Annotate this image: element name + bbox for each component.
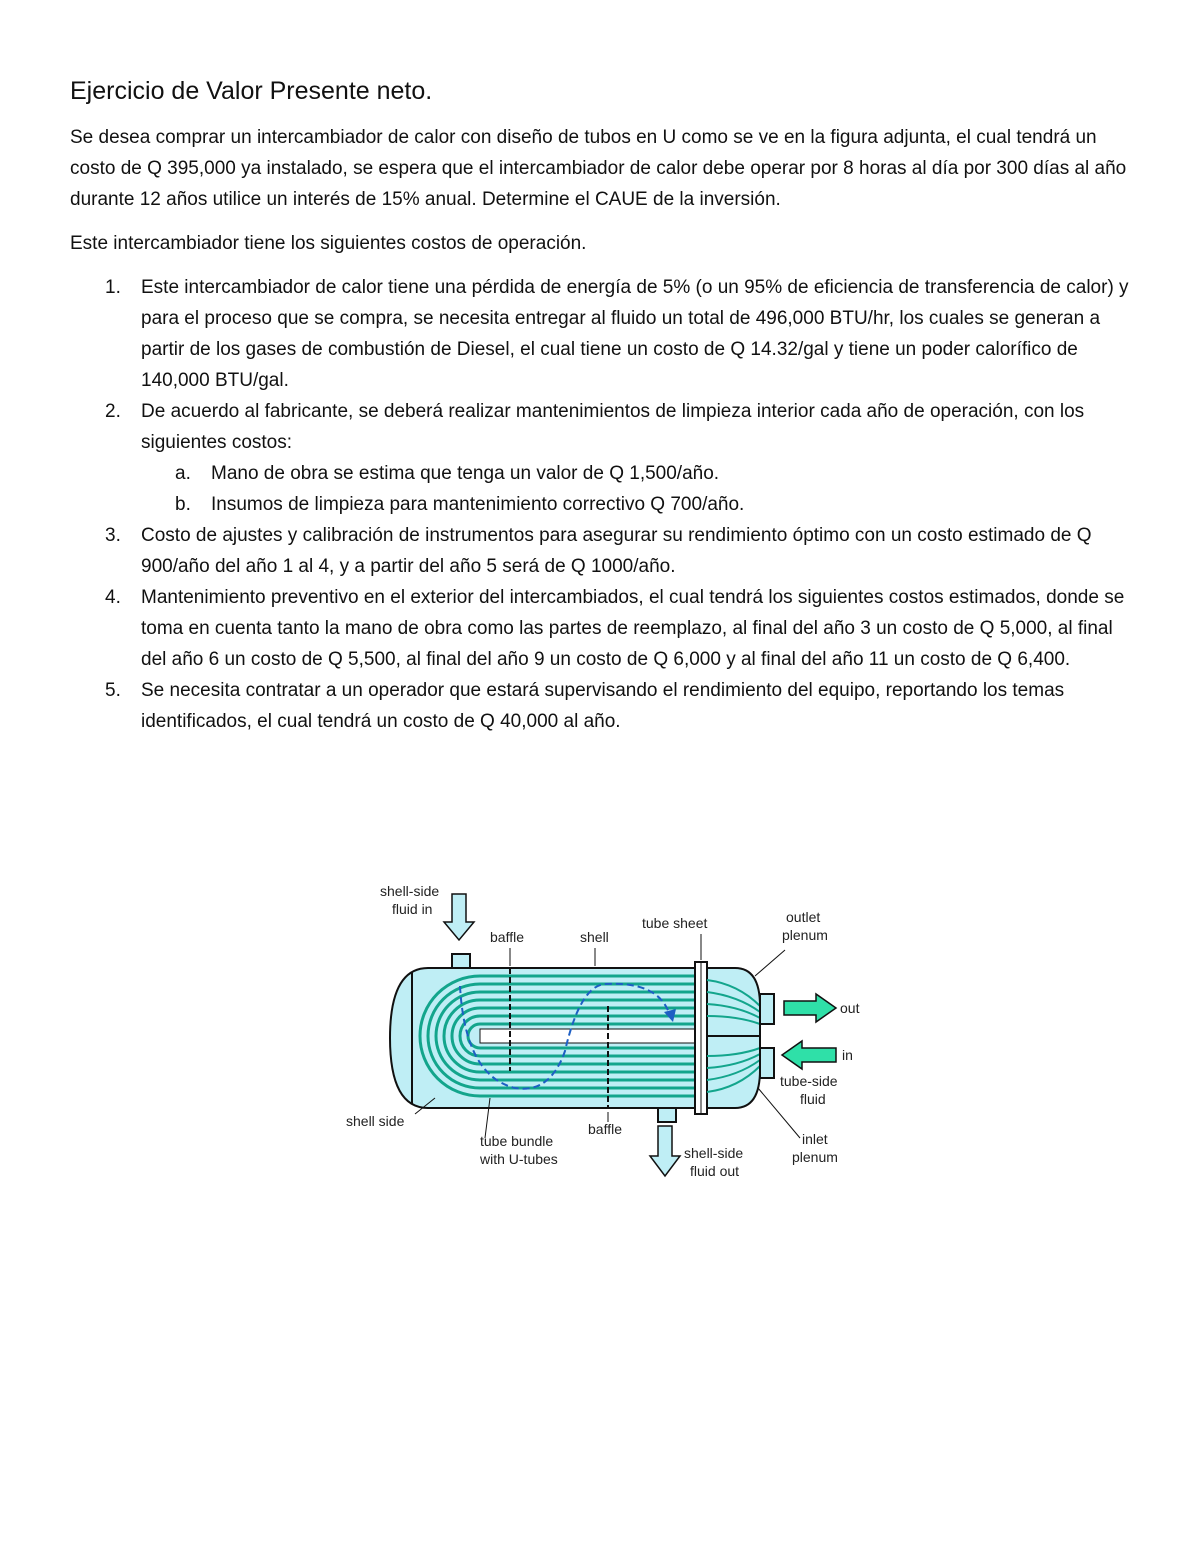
label-outlet-2: plenum (782, 927, 828, 943)
sub-item-letter: b. (175, 494, 191, 515)
sub-item-text: Insumos de limpieza para mantenimiento correctivo Q 700/año. (211, 494, 745, 515)
center-partition (480, 1029, 696, 1043)
head-plenum (707, 968, 760, 1108)
label-shell-in-2: fluid in (392, 901, 433, 917)
in-arrow (782, 1041, 836, 1069)
item-text: De acuerdo al fabricante, se deberá realizar mantenimientos de limpieza interior cada año de operación, con los siguientes costos: (141, 401, 1085, 453)
page-title: Ejercicio de Valor Presente neto. (70, 77, 433, 105)
label-outlet-1: outlet (786, 909, 821, 925)
list-item (70, 396, 1140, 520)
label-shell-out-2: fluid out (690, 1163, 740, 1179)
document-body (70, 74, 1140, 737)
label-shell-side: shell side (346, 1113, 405, 1129)
list-item (70, 272, 1140, 396)
sub-list (141, 458, 1140, 520)
tube-inlet-nozzle (760, 1048, 774, 1078)
item-number: 5. (105, 680, 121, 701)
item-text: Mantenimiento preventivo en el exterior del intercambiados, el cual tendrá los siguientes costos estimados, donde se toma en cuenta tanto la mano de obra como las partes de reemplazo, al final del año 3 un costo de Q 5,000, al final del año 6 un costo de Q 5,500, al final del año 9 un costo de Q 6,000 y al final del año 11 un costo de Q 6,400. (141, 587, 1125, 670)
label-baffle-top: baffle (490, 929, 524, 945)
label-shell: shell (580, 929, 609, 945)
shell-out-arrow (650, 1126, 680, 1176)
label-in: in (842, 1047, 853, 1063)
item-number: 3. (105, 525, 121, 546)
label-shell-out-1: shell-side (684, 1145, 744, 1161)
item-text: Se necesita contratar a un operador que estará supervisando el rendimiento del equipo, reportando los temas identificados, el cual tendrá un costo de Q 40,000 al año. (141, 680, 1065, 732)
label-tube-sheet: tube sheet (642, 915, 708, 931)
list-item (70, 675, 1140, 737)
label-inlet-1: inlet (802, 1131, 828, 1147)
item-number: 1. (105, 277, 121, 298)
item-number: 4. (105, 587, 121, 608)
label-baffle-bottom: baffle (588, 1121, 622, 1137)
sub-list-item (141, 458, 1140, 489)
label-inlet-2: plenum (792, 1149, 838, 1165)
item-text: Este intercambiador de calor tiene una pérdida de energía de 5% (o un 95% de eficiencia de transferencia de calor) y para el proceso que se compra, se necesita entregar al fluido un total de 496,000 BTU/hr, los cuales se generan a partir de los gases de combustión de Diesel, el cual tiene un costo de Q 14.32/gal y tiene un poder calorífico de 140,000 BTU/gal. (141, 277, 1129, 391)
heat-exchanger-diagram (340, 876, 880, 1196)
label-tube-side-2: fluid (800, 1091, 826, 1107)
intro-paragraph: Se desea comprar un intercambiador de calor con diseño de tubos en U como se ve en la figura adjunta, el cual tendrá un costo de Q 395,000 ya instalado, se espera que el intercambiador de calor debe operar por 8 horas al día por 300 días al año durante 12 años utilice un interés de 15% anual. Determine el CAUE de la inversión. (70, 127, 1127, 210)
list-item (70, 582, 1140, 675)
sub-item-text: Mano de obra se estima que tenga un valor de Q 1,500/año. (211, 463, 720, 484)
inlet-nozzle (452, 954, 470, 968)
costs-intro: Este intercambiador tiene los siguientes costos de operación. (70, 233, 587, 254)
list-item (70, 520, 1140, 582)
shell-in-arrow (444, 894, 474, 940)
label-shell-in-1: shell-side (380, 883, 440, 899)
sub-item-letter: a. (175, 463, 191, 484)
item-text: Costo de ajustes y calibración de instrumentos para asegurar su rendimiento óptimo con un costo estimado de Q 900/año del año 1 al 4, y a partir del año 5 será de Q 1000/año. (141, 525, 1092, 577)
sub-list-item (141, 489, 1140, 520)
item-number: 2. (105, 401, 121, 422)
label-out: out (840, 1000, 860, 1016)
label-tube-side-1: tube-side (780, 1073, 838, 1089)
label-bundle-2: with U-tubes (480, 1151, 558, 1167)
label-bundle-1: tube bundle (480, 1133, 554, 1149)
tube-outlet-nozzle (760, 994, 774, 1024)
cost-list (70, 272, 1140, 737)
heat-exchanger-figure (340, 876, 880, 1196)
out-arrow (784, 994, 836, 1022)
outlet-nozzle (658, 1108, 676, 1122)
